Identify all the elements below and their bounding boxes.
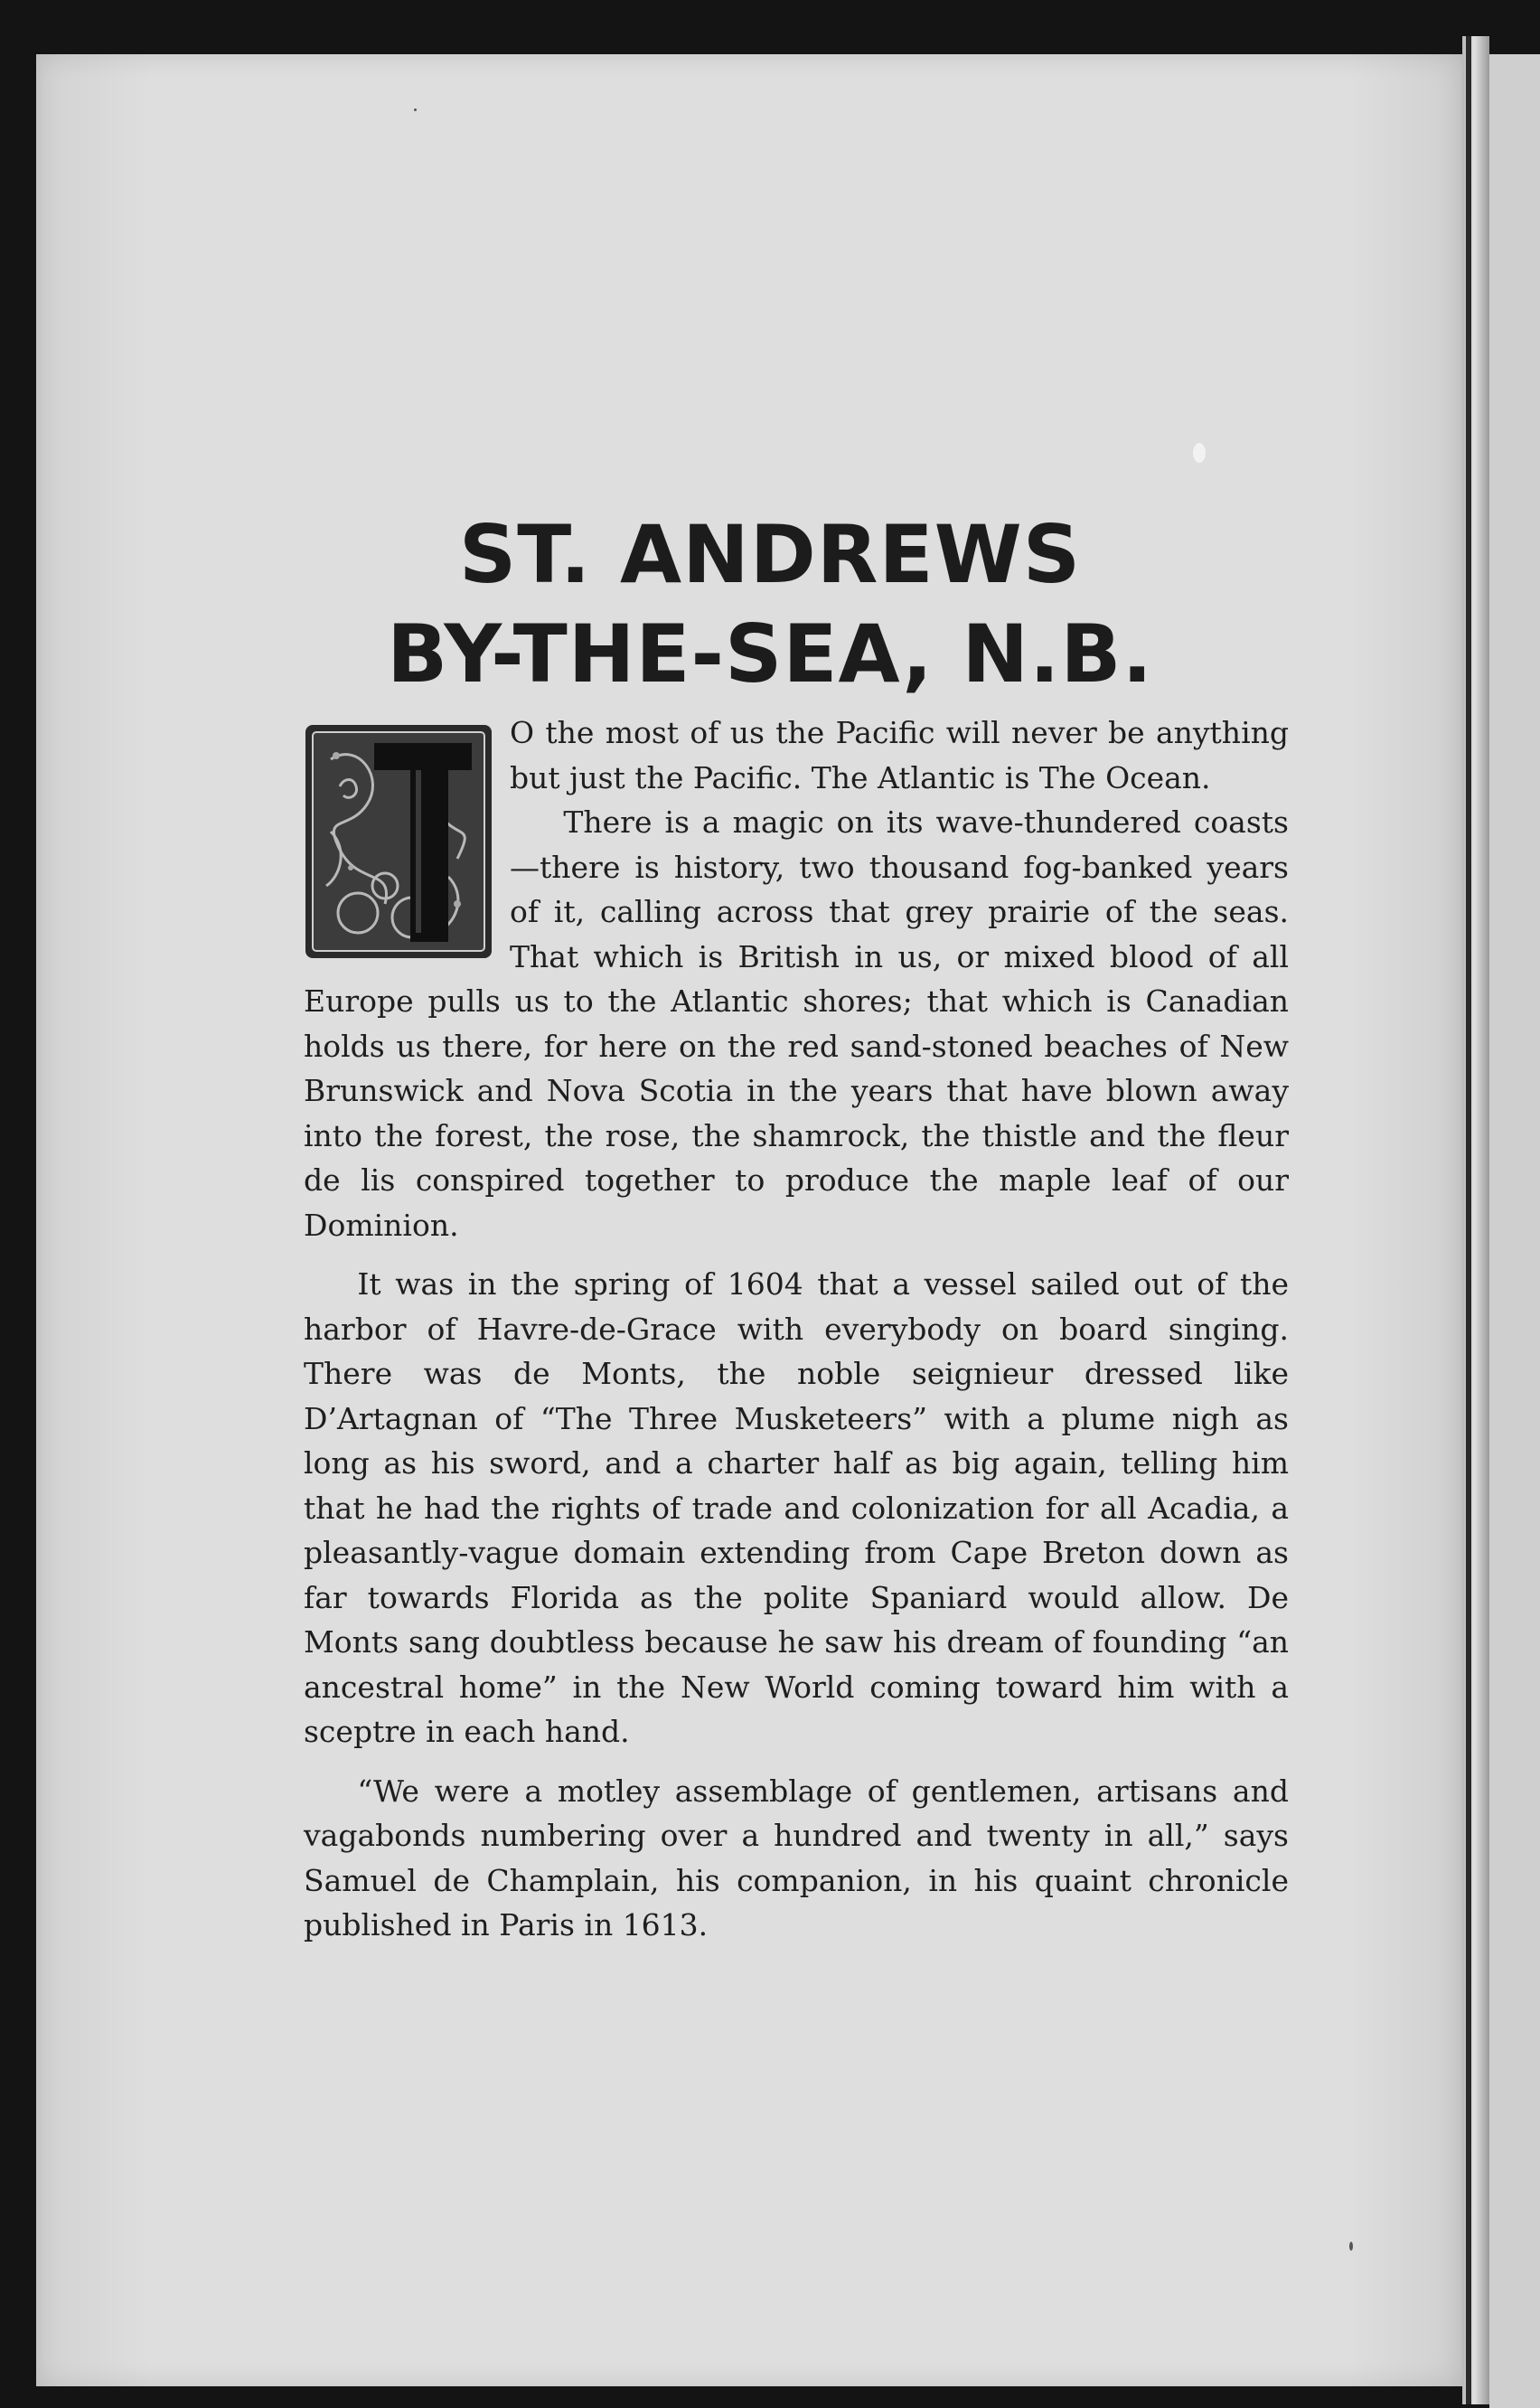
- page-edge-shadow: [1466, 36, 1471, 2404]
- paragraph-3: “We were a motley assemblage of gentlemen, artisans and vagabonds numbering over a hundred and twenty in all,” says Samuel de Champlain, his companion, in his quaint chronicle published in Paris in 1613.: [304, 1773, 1289, 1942]
- article-body: [304, 710, 1289, 1962]
- paragraph-1-continued: There is a magic on its wave-thundered coasts—there is history, two thousand fog-banked years of it, calling across that grey prairie of the seas. That which is British in us, or mixed blood of all Europe pulls us to the Atlantic shores; that which is Canadian holds us there, for here on the red sand-stoned beaches of New Brunswick and Nova Scotia in the years that have blown away into the forest, the rose, the shamrock, the thistle and the fleur de lis conspired together to produce the maple leaf of our Dominion.: [304, 804, 1289, 1243]
- ornamental-initial-t-icon: [304, 723, 493, 960]
- adjacent-page: [1489, 54, 1540, 2408]
- paper-speck: [1349, 2242, 1353, 2251]
- paragraph-2: It was in the spring of 1604 that a vessel sailed out of the harbor of Havre-de-Grace with everybody on board singing. There was de Monts, the noble seignieur dressed like D’Artagnan of “The Three Musketeers” with a plume nigh as long as his sword, and a charter half as big again, telling him that he had the rights of trade and colonization for all Acadia, a pleasantly-vague domain extending from Cape Breton down as far towards Florida as the polite Spaniard would allow. De Monts sang doubtless because he saw his dream of founding “an ancestral home” in the New World coming toward him with a sceptre in each hand.: [304, 1266, 1289, 1749]
- paragraph-1-lead: O the most of us the Pacific will never be anything but just the Pacific. The Atlantic is The Ocean.: [510, 715, 1289, 795]
- page-title-line-2: BY-THE-SEA, N.B.: [387, 607, 1153, 701]
- paper-speck: [414, 108, 417, 111]
- page-title-line-1: ST. ANDREWS: [458, 508, 1082, 601]
- paper-speck: [1193, 443, 1206, 463]
